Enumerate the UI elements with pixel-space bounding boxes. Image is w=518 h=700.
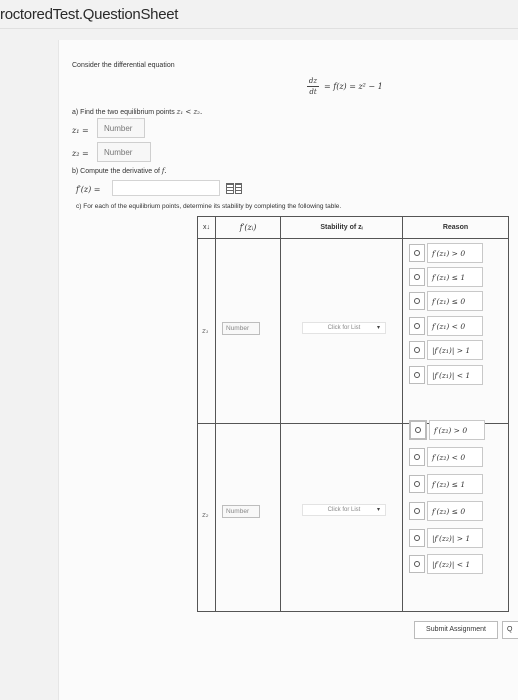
stability-z1-value: Click for List — [327, 325, 361, 331]
header-x: x↓ — [198, 217, 216, 239]
reason-label: |f′(z₁)| > 1 — [427, 340, 483, 360]
reason-option[interactable] — [409, 554, 489, 574]
reason-option[interactable] — [409, 267, 489, 287]
part-b-var: f. — [161, 167, 167, 175]
reason-option[interactable] — [409, 528, 489, 548]
reason-option[interactable] — [409, 291, 489, 311]
fprime-z1-input[interactable]: Number — [222, 322, 260, 335]
title-divider — [0, 28, 518, 29]
reason-label: |f′(z₂)| > 1 — [427, 528, 483, 548]
radio-button[interactable] — [409, 448, 425, 466]
app-title: roctoredTest.QuestionSheet — [0, 6, 179, 23]
radio-button[interactable] — [409, 420, 427, 440]
reason-option[interactable] — [409, 316, 489, 336]
reason-option[interactable] — [409, 501, 489, 521]
radio-button[interactable] — [409, 475, 425, 493]
radio-button[interactable] — [409, 366, 425, 384]
table-header-row — [198, 217, 509, 239]
part-a-text: a) Find the two equilibrium points — [72, 109, 175, 116]
radio-button[interactable] — [409, 292, 425, 310]
equation-rhs: = f(z) = z² − 1 — [324, 82, 383, 91]
reason-label: f′(z₂) < 0 — [427, 447, 483, 467]
radio-button[interactable] — [409, 555, 425, 573]
reason-label: f′(z₂) ≤ 1 — [427, 474, 483, 494]
radio-button[interactable] — [409, 268, 425, 286]
radio-button[interactable] — [409, 317, 425, 335]
stability-z2-value: Click for List — [327, 507, 361, 513]
row-z2-label: z₂ — [202, 511, 209, 519]
fprime-label: f′(z) = — [76, 185, 101, 194]
radio-button[interactable] — [409, 341, 425, 359]
z1-input[interactable]: Number — [97, 118, 145, 138]
fprime-z2-input[interactable]: Number — [222, 505, 260, 518]
chevron-down-icon: ▾ — [376, 325, 380, 331]
reason-option[interactable] — [409, 365, 489, 385]
equation-fraction — [306, 76, 320, 97]
row-z1-label: z₁ — [202, 327, 209, 335]
equation-numerator: dz — [308, 77, 318, 85]
equation-denominator: dt — [309, 88, 317, 96]
reason-option[interactable] — [409, 447, 489, 467]
part-a-prompt — [72, 108, 202, 116]
chevron-down-icon: ▾ — [376, 507, 380, 513]
reason-label: f′(z₂) > 0 — [429, 420, 485, 440]
z1-label: z₁ = — [72, 126, 89, 135]
part-a-condition: z₁ < z₂. — [176, 108, 203, 116]
radio-button[interactable] — [409, 502, 425, 520]
reason-label: |f′(z₁)| < 1 — [427, 365, 483, 385]
partial-button[interactable]: Q — [502, 621, 518, 639]
reason-option[interactable] — [409, 243, 489, 263]
reason-label: f′(z₁) > 0 — [427, 243, 483, 263]
reason-label: f′(z₂) ≤ 0 — [427, 501, 483, 521]
header-reason: Reason — [403, 217, 509, 239]
z2-label: z₂ = — [72, 149, 89, 158]
header-stability: Stability of zᵢ — [281, 217, 403, 239]
submit-assignment-button[interactable]: Submit Assignment — [414, 621, 498, 639]
header-fprime: f′(zᵢ) — [216, 217, 281, 239]
matrix-editor-icon[interactable] — [226, 183, 242, 194]
reason-label: |f′(z₂)| < 1 — [427, 554, 483, 574]
part-b-text: b) Compute the derivative of — [72, 168, 160, 175]
reason-label: f′(z₁) ≤ 0 — [427, 291, 483, 311]
reason-label: f′(z₁) ≤ 1 — [427, 267, 483, 287]
table-cell — [281, 424, 403, 612]
stability-z2-select[interactable] — [302, 504, 386, 516]
reason-option[interactable] — [409, 420, 489, 440]
intro-text: Consider the differential equation — [72, 62, 175, 69]
z2-input[interactable]: Number — [97, 142, 151, 162]
part-c-prompt: c) For each of the equilibrium points, determine its stability by completing the following table. — [76, 203, 342, 210]
stability-z1-select[interactable] — [302, 322, 386, 334]
radio-button[interactable] — [409, 244, 425, 262]
radio-button[interactable] — [409, 529, 425, 547]
reason-label: f′(z₁) < 0 — [427, 316, 483, 336]
fprime-input[interactable] — [112, 180, 220, 196]
reason-option[interactable] — [409, 474, 489, 494]
reason-option[interactable] — [409, 340, 489, 360]
part-b-prompt — [72, 167, 166, 175]
